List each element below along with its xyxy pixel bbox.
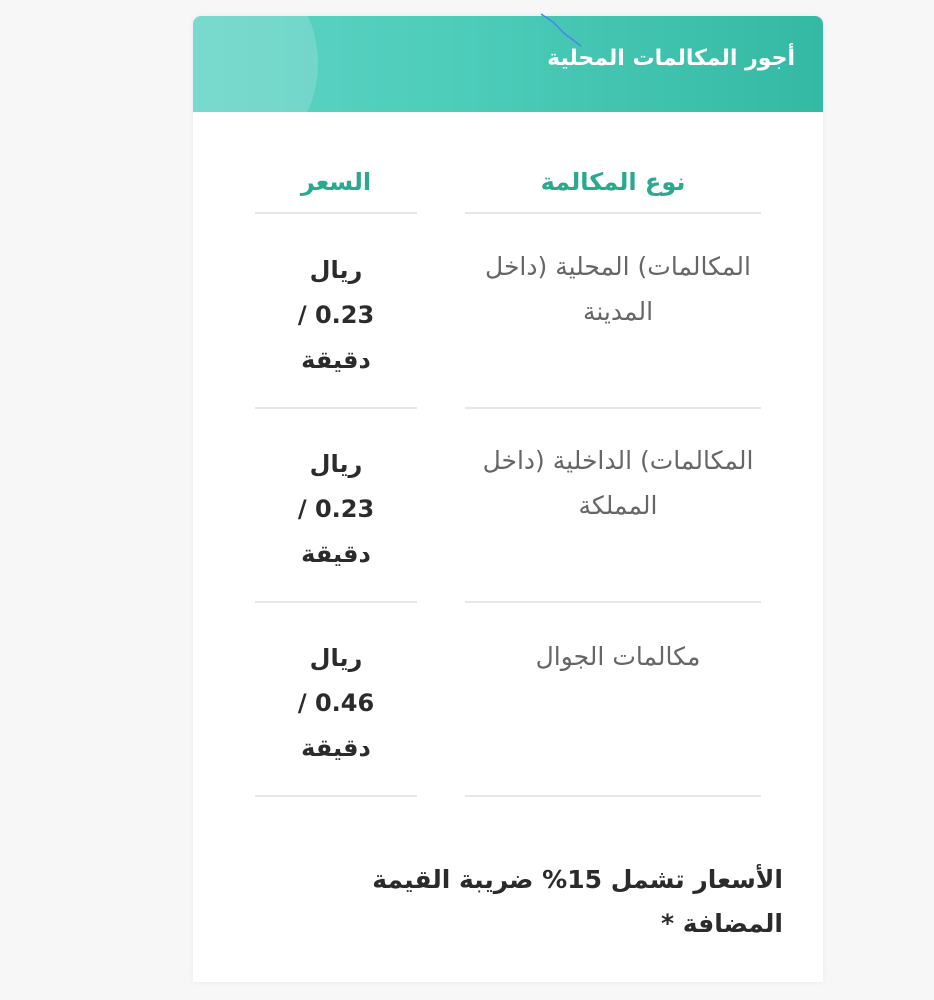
table-row-3-price [255,636,417,771]
card-title: أجور المكالمات المحلية [547,46,795,71]
divider [465,795,761,797]
price-value: 0.23 / [297,301,375,329]
price-unit: دقيقة [301,734,371,762]
vat-footnote: الأسعار تشمل 15% ضريبة القيمة المضافة * [372,865,783,938]
pen-stroke-mark [535,8,595,48]
divider [255,601,417,603]
table-row-1-price [255,248,417,383]
header-decoration-circle [193,16,318,112]
column-header-price: السعر [300,168,372,196]
table-row-1-call-type: المكالمات) المحلية (داخل المدينة [485,252,751,326]
divider [465,212,761,214]
divider [465,601,761,603]
divider [255,407,417,409]
call-rates-card [193,16,823,982]
price-value: 0.46 / [297,689,375,717]
divider [255,795,417,797]
column-header-call-type: نوع المكالمة [540,168,686,196]
price-unit: دقيقة [301,346,371,374]
divider [465,407,761,409]
card-header [193,16,823,112]
price-currency: ريال [309,450,363,478]
price-currency: ريال [309,644,363,672]
price-value: 0.23 / [297,495,375,523]
table-row-2-price [255,442,417,577]
table-row-3-call-type: مكالمات الجوال [535,642,701,671]
price-currency: ريال [309,256,363,284]
divider [255,212,417,214]
price-unit: دقيقة [301,540,371,568]
table-row-2-call-type: المكالمات) الداخلية (داخل المملكة [482,446,754,520]
